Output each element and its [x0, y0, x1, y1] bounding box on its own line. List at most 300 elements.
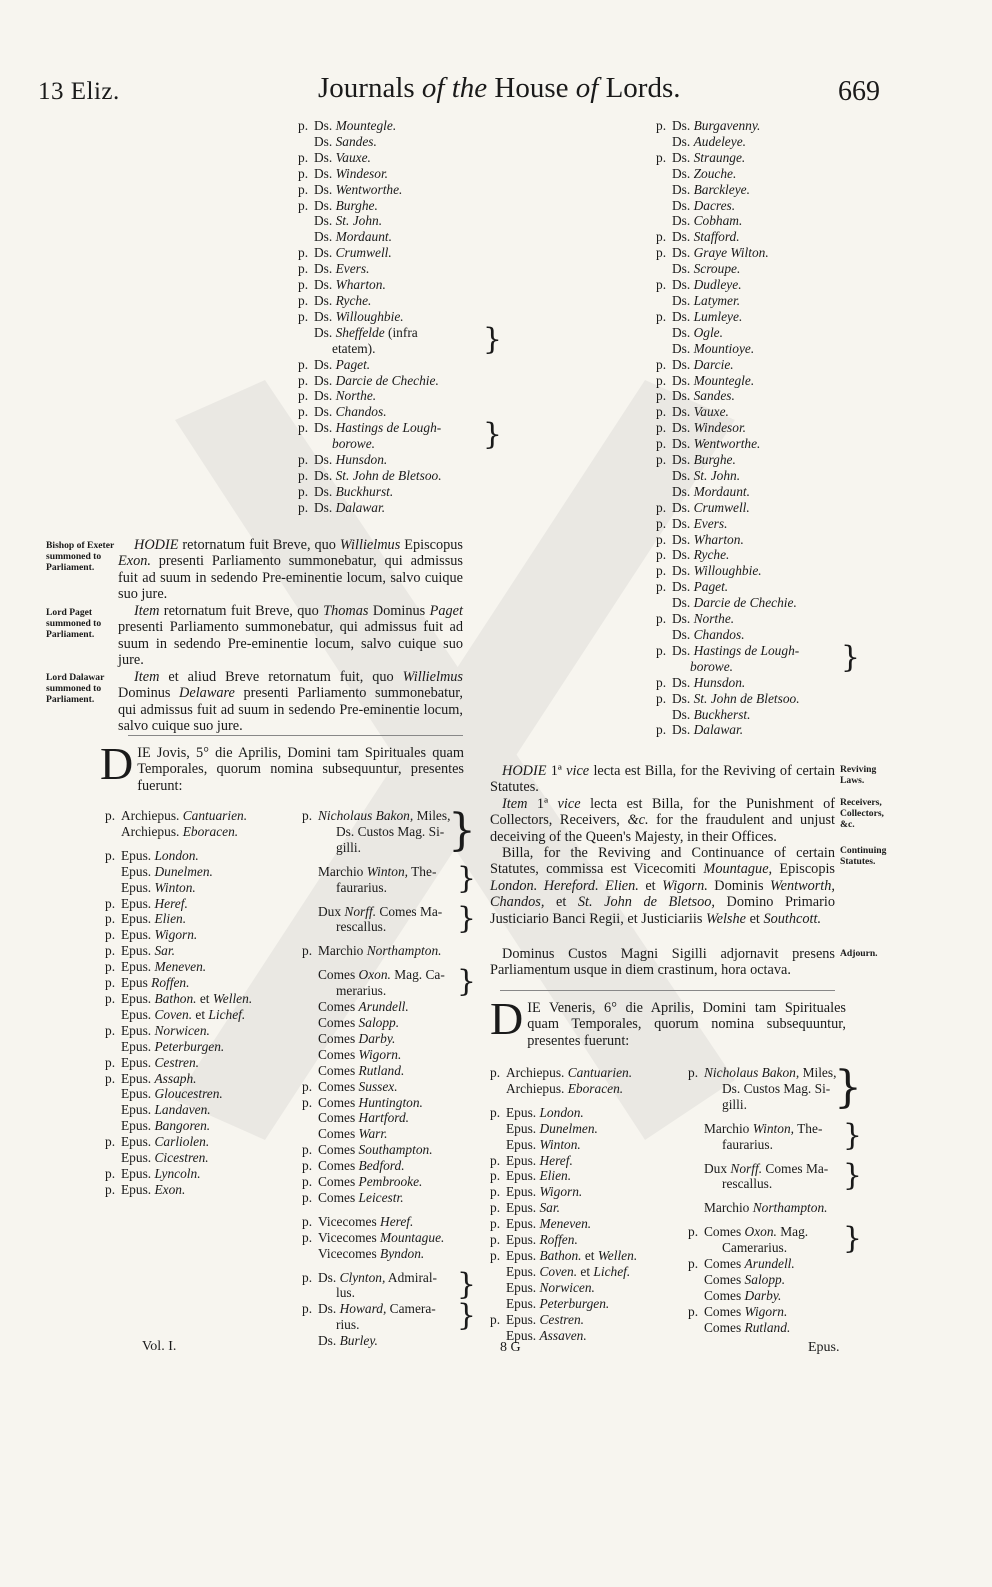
- entry-continuation: gilli.: [722, 1096, 747, 1112]
- list-entry: [302, 1126, 462, 1142]
- entry-continuation: rius.: [336, 1317, 360, 1333]
- die-veneris-heading: [490, 993, 846, 1049]
- entry-title: Epus.: [506, 1200, 540, 1216]
- present-mark: p.: [490, 1311, 501, 1327]
- present-mark: p.: [298, 181, 309, 197]
- entry-line: [298, 293, 488, 309]
- entry-name: Burghe.: [335, 197, 378, 213]
- entry-title: Ds.: [314, 372, 336, 388]
- text: retornatum fuit Breve, quo: [159, 603, 324, 619]
- list-entry: [302, 1047, 462, 1063]
- entry-name: Northampton.: [366, 943, 442, 959]
- entry-name: Norff.: [730, 1160, 763, 1176]
- lords-list-right-top: [656, 118, 860, 738]
- present-mark: p.: [656, 229, 667, 245]
- list-entry: [656, 595, 846, 611]
- entry-name: Rutland.: [358, 1062, 405, 1078]
- entry-continuation: rescallus.: [722, 1176, 773, 1192]
- entry-name: Sussex.: [358, 1078, 398, 1094]
- entry-name: Salopp.: [744, 1271, 786, 1287]
- list-entry: [302, 900, 476, 936]
- list-entry: [656, 707, 846, 723]
- entry-title: Epus.: [121, 959, 155, 975]
- entry-title: Ds.: [672, 579, 694, 595]
- entry-line: [302, 1126, 462, 1142]
- entry-title: Ds.: [672, 388, 694, 404]
- entry-name: Carliolen.: [154, 1134, 210, 1150]
- entry-line: [302, 808, 462, 824]
- entry-name: Sandes.: [335, 133, 377, 149]
- word-item: Item: [134, 603, 160, 619]
- list-entry: [105, 1086, 295, 1102]
- entry-title: Epus.: [506, 1232, 540, 1248]
- list-entry: [656, 261, 846, 277]
- entry-line: [656, 691, 846, 707]
- entry-name: Roffen.: [151, 975, 190, 991]
- entry-extra: The-: [408, 863, 437, 879]
- entry-line: [688, 1121, 848, 1137]
- name: Mountague,: [703, 861, 773, 878]
- text: &c.: [627, 812, 649, 829]
- entry-name: Hunsdon.: [335, 452, 388, 468]
- veneris-list-spiritual: [490, 1065, 680, 1343]
- entry-name: Huntington.: [358, 1094, 423, 1110]
- entry-line: [688, 1224, 848, 1240]
- entry-title: Epus.: [506, 1279, 540, 1295]
- present-mark: p.: [298, 261, 309, 277]
- list-entry: [656, 691, 846, 707]
- text: for the fraudulent and unjust deceiving of the Queen's Majesty, in their Offices.: [490, 812, 835, 845]
- list-entry: [105, 1150, 295, 1166]
- entry-title: Epus.: [506, 1120, 540, 1136]
- name: Willielmus: [402, 669, 463, 685]
- entry-line: [105, 1023, 295, 1039]
- list-entry: [105, 943, 295, 959]
- entry-title: Epus.: [121, 1054, 155, 1070]
- entry-name: Zouche.: [693, 165, 737, 181]
- entry-name: Buckherst.: [693, 706, 751, 722]
- entry-line: [656, 675, 846, 691]
- side-note-adjourn: Adjourn.: [840, 948, 878, 959]
- name: Thomas: [323, 603, 369, 619]
- entry-title: Ds.: [318, 1301, 340, 1317]
- text: Dominus: [118, 685, 180, 702]
- jovis-list-temporal: [302, 805, 476, 1349]
- entry-title: Epus.: [506, 1263, 540, 1279]
- entry-title: Epus.: [121, 1118, 155, 1134]
- entry-name: Eboracen.: [182, 823, 239, 839]
- entry-title: Ds.: [314, 388, 336, 404]
- header-title-lords: Lords.: [605, 72, 681, 104]
- entry-line: [105, 1102, 295, 1118]
- name: Willielmus: [339, 537, 401, 553]
- entry-name: Darby.: [744, 1287, 782, 1303]
- list-entry: [105, 1166, 295, 1182]
- entry-name: Lumleye.: [693, 308, 743, 324]
- entry-title: Epus.: [506, 1136, 540, 1152]
- entry-title: Comes: [704, 1319, 745, 1335]
- list-spacer: [688, 1216, 848, 1224]
- list-entry: [105, 1118, 295, 1134]
- entry-name: Vauxe.: [693, 404, 729, 420]
- paragraph-reviving-statutes: [490, 763, 835, 796]
- entry-name: Peterburgen.: [539, 1295, 610, 1311]
- entry-line: [105, 1182, 295, 1198]
- entry-extra: (infra: [384, 324, 418, 340]
- entry-title: Archiepus.: [121, 808, 183, 823]
- entry-line: [105, 927, 295, 943]
- list-entry: [298, 500, 488, 516]
- entry-line: [490, 1153, 680, 1169]
- list-entry: [298, 357, 488, 373]
- list-entry: [656, 388, 846, 404]
- list-entry: [302, 1079, 462, 1095]
- entry-name: Bathon.: [539, 1247, 582, 1263]
- present-mark: p.: [302, 808, 313, 823]
- entry-line: [105, 1150, 295, 1166]
- list-entry: [298, 166, 488, 182]
- entry-line: [656, 150, 846, 166]
- entry-title: Epus.: [121, 879, 155, 895]
- entry-name: Howard,: [339, 1301, 387, 1317]
- entry-line: [490, 1248, 680, 1264]
- entry-name: Sheffelde: [335, 324, 385, 340]
- list-entry: [298, 484, 488, 500]
- brace: }: [482, 321, 502, 357]
- list-entry: [105, 1182, 295, 1198]
- list-entry: [302, 1174, 462, 1190]
- list-entry: [656, 563, 846, 579]
- entry-title: Ds.: [672, 372, 694, 388]
- entry-title: Comes: [318, 1046, 359, 1062]
- entry-line: [656, 198, 846, 214]
- entry-title: Archiepus.: [121, 823, 183, 839]
- entry-name: Ogle.: [693, 324, 723, 340]
- entry-line: [656, 579, 846, 595]
- present-mark: p.: [656, 674, 667, 690]
- present-mark: p.: [105, 959, 116, 975]
- present-mark: p.: [656, 642, 667, 658]
- entry-name: Hastings de Lough-: [335, 420, 442, 436]
- entry-name: Bangoren.: [154, 1118, 211, 1134]
- die-jovis-text: IE Jovis, 5° die Aprilis, Domini tam Spirituales quam Temporales, quorum nomina subsequuntur, presentes fuerunt:: [137, 745, 464, 794]
- entry-title: Comes: [318, 1189, 359, 1205]
- word-item: Item: [134, 669, 160, 685]
- list-entry: [656, 468, 846, 484]
- name: Southcott.: [763, 910, 822, 927]
- entry-line: [302, 1031, 462, 1047]
- entry-name: Evers.: [693, 515, 728, 531]
- present-mark: p.: [656, 531, 667, 547]
- entry-extra: et: [581, 1247, 598, 1263]
- present-mark: p.: [656, 388, 667, 404]
- entry-title: Ds.: [314, 356, 336, 372]
- entry-title: Ds.: [314, 277, 336, 293]
- entry-name: St. John.: [335, 213, 383, 229]
- present-mark: p.: [656, 245, 667, 261]
- list-entry: [490, 1121, 680, 1137]
- name: Wentworth, Chandos,: [490, 877, 836, 911]
- entry-title: Ds.: [672, 483, 694, 499]
- entry-name: Cantuarien.: [182, 808, 248, 823]
- brace: }: [840, 639, 860, 675]
- list-entry: [302, 1110, 462, 1126]
- entry-line: [302, 1095, 462, 1111]
- list-entry: [656, 198, 846, 214]
- entry-name: Mountegle.: [693, 372, 755, 388]
- entry-line: [302, 943, 462, 959]
- list-spacer: [688, 1192, 848, 1200]
- list-entry: [490, 1280, 680, 1296]
- entry-name: Heref.: [539, 1152, 573, 1168]
- list-entry: [298, 468, 488, 484]
- present-mark: p.: [302, 943, 313, 959]
- page-number: 669: [838, 76, 880, 107]
- entry-title: Comes: [704, 1303, 745, 1319]
- text: Episcopis: [772, 861, 835, 878]
- present-mark: p.: [105, 1134, 116, 1150]
- entry-title: Ds.: [672, 149, 694, 165]
- list-entry: [302, 943, 462, 959]
- list-entry: [105, 1007, 295, 1023]
- text: retornatum fuit Breve, quo: [178, 537, 340, 553]
- list-entry: [105, 808, 295, 824]
- list-entry: [298, 213, 488, 229]
- entry-name: Heref.: [380, 1213, 414, 1229]
- header-title-the: the: [451, 72, 488, 104]
- present-mark: p.: [298, 277, 309, 293]
- entry-name: Peterburgen.: [154, 1038, 225, 1054]
- list-entry: [298, 182, 488, 198]
- entry-title: Ds.: [318, 1333, 340, 1349]
- entry-continuation: merarius.: [336, 983, 387, 999]
- drop-cap: D: [100, 738, 134, 789]
- entry-line: [105, 896, 295, 912]
- entry-name: Darcie de Chechie.: [693, 595, 797, 611]
- present-mark: p.: [105, 1070, 116, 1086]
- entry-line: [656, 118, 846, 134]
- entry-title: Ds.: [672, 181, 694, 197]
- list-entry: [298, 198, 488, 214]
- list-spacer: [490, 1097, 680, 1105]
- entry-line: [656, 341, 846, 357]
- list-entry: [298, 373, 488, 389]
- list-entry: [302, 964, 476, 1000]
- list-entry: [688, 1288, 848, 1304]
- entry-line: [105, 975, 295, 991]
- list-entry: [298, 134, 488, 150]
- list-entry: [656, 293, 846, 309]
- entry-title: Comes: [704, 1271, 745, 1287]
- list-entry: [490, 1248, 680, 1264]
- entry-title: Epus.: [121, 943, 155, 959]
- name: Welshe: [706, 910, 746, 927]
- entry-line: [656, 452, 846, 468]
- brace: }: [842, 1221, 862, 1257]
- brace: }: [842, 1157, 862, 1193]
- present-mark: p.: [302, 1078, 313, 1094]
- entry-title: Ds.: [314, 213, 336, 229]
- entry-line: [656, 134, 846, 150]
- list-entry: [298, 277, 488, 293]
- entry-line: [656, 722, 846, 738]
- entry-title: Ds.: [314, 229, 336, 245]
- list-entry: [105, 1134, 295, 1150]
- entry-name: Wigorn.: [154, 927, 198, 943]
- entry-name: Hartford.: [358, 1110, 410, 1126]
- present-mark: p.: [656, 547, 667, 563]
- entry-extra: The-: [794, 1120, 823, 1136]
- entry-title: Comes: [318, 1078, 359, 1094]
- entry-line: [656, 484, 846, 500]
- entry-line: [302, 967, 462, 983]
- entry-line: [298, 325, 488, 341]
- entry-name: Norwicen.: [539, 1279, 595, 1295]
- list-entry: [490, 1216, 680, 1232]
- entry-title: Epus.: [121, 847, 155, 863]
- entry-name: Cestren.: [539, 1311, 584, 1327]
- list-entry: [656, 500, 846, 516]
- entry-line: [302, 1079, 462, 1095]
- list-entry: [656, 579, 846, 595]
- entry-name: Winton,: [752, 1120, 795, 1136]
- present-mark: p.: [302, 1229, 313, 1245]
- list-entry: [302, 1214, 462, 1230]
- list-entry: [688, 1256, 848, 1272]
- entry-line: [298, 134, 488, 150]
- list-spacer: [302, 1206, 462, 1214]
- entry-line: [298, 373, 488, 389]
- entry-line: [302, 1333, 462, 1349]
- entry-name: Dunelmen.: [154, 863, 213, 879]
- present-mark: p.: [302, 1213, 313, 1229]
- present-mark: p.: [688, 1256, 699, 1272]
- entry-name: Cicestren.: [154, 1150, 209, 1166]
- entry-line: [656, 500, 846, 516]
- brace: }: [456, 1298, 476, 1334]
- entry-name: Mountague.: [380, 1229, 445, 1245]
- entry-line: [656, 182, 846, 198]
- present-mark: p.: [105, 943, 116, 959]
- entry-name: Graye Wilton.: [693, 245, 769, 261]
- list-entry: [688, 1157, 862, 1193]
- entry-title: Epus.: [506, 1327, 540, 1343]
- footer-catchword: Epus.: [808, 1340, 840, 1355]
- entry-name: Bedford.: [358, 1158, 405, 1174]
- present-mark: p.: [105, 847, 116, 863]
- paragraph-collectors: [490, 796, 835, 845]
- entry-line: [688, 1200, 848, 1216]
- entry-title: Ds.: [314, 324, 336, 340]
- list-entry: [298, 404, 488, 420]
- entry-extra: Miles,: [413, 808, 451, 823]
- entry-name: Vauxe.: [335, 149, 371, 165]
- entry-name: Winton,: [366, 863, 409, 879]
- list-entry: [302, 860, 476, 896]
- entry-name: Sar.: [539, 1200, 560, 1216]
- text: et: [746, 910, 764, 927]
- present-mark: p.: [656, 690, 667, 706]
- text: presenti Parliamento summonebatur, qui admissus fuit ad suum in sedendo Pre-eminentie locum, salvo cuique suo jure.: [118, 685, 463, 735]
- entry-title: Epus.: [121, 927, 155, 943]
- entry-name-2: Wellen.: [212, 990, 253, 1006]
- entry-line: [302, 1110, 462, 1126]
- entry-name: Wigorn.: [539, 1184, 583, 1200]
- entry-line: [302, 1190, 462, 1206]
- name: Exon.: [118, 553, 151, 570]
- entry-name: St. John de Bletsoo.: [335, 467, 442, 483]
- entry-title: Epus.: [121, 1022, 155, 1038]
- entry-name: Lyncoln.: [154, 1165, 201, 1181]
- entry-name: Eboracen.: [567, 1080, 624, 1096]
- present-mark: p.: [490, 1184, 501, 1200]
- list-entry: [656, 277, 846, 293]
- present-mark: p.: [105, 927, 116, 943]
- entry-title: Ds.: [314, 467, 336, 483]
- entry-title: Ds.: [672, 308, 694, 324]
- entry-line: [656, 468, 846, 484]
- entry-extra: Miles,: [799, 1065, 837, 1080]
- entry-title: Comes: [318, 1142, 359, 1158]
- entry-title: Vicecomes: [318, 1229, 381, 1245]
- name: Paget: [429, 603, 463, 619]
- entry-name: Chandos.: [693, 627, 745, 642]
- entry-title: Ds.: [672, 277, 694, 293]
- entry-name: Elien.: [539, 1168, 572, 1184]
- section-divider-2: [500, 990, 835, 991]
- entry-title: Ds.: [672, 547, 694, 563]
- entry-title: Comes: [318, 1094, 359, 1110]
- entry-name: Exon.: [154, 1181, 186, 1197]
- entry-continuation: Camerarius.: [722, 1240, 788, 1256]
- list-entry: [656, 675, 846, 691]
- entry-title: Ds.: [672, 436, 694, 452]
- list-spacer: [688, 1113, 848, 1121]
- list-entry: [490, 1200, 680, 1216]
- list-entry: [656, 325, 846, 341]
- present-mark: p.: [105, 895, 116, 911]
- list-entry: [298, 417, 502, 453]
- entry-name: Leicestr.: [358, 1189, 404, 1205]
- entry-title: Ds.: [672, 563, 694, 579]
- entry-name: Chandos.: [335, 404, 387, 420]
- entry-name: Darcie.: [693, 356, 734, 372]
- entry-line: [105, 1071, 295, 1087]
- list-entry: [105, 911, 295, 927]
- entry-title: Epus.: [506, 1168, 540, 1184]
- entry-line: [302, 864, 462, 880]
- entry-title: Ds.: [672, 118, 694, 133]
- list-entry: [656, 245, 846, 261]
- entry-title: Dux: [704, 1160, 731, 1176]
- text: et: [638, 877, 663, 894]
- entry-name: Dacres.: [693, 197, 736, 213]
- entry-name: Wharton.: [335, 277, 386, 293]
- present-mark: p.: [656, 563, 667, 579]
- entry-name: Southampton.: [358, 1142, 433, 1158]
- entry-title: Ds.: [314, 404, 336, 420]
- die-jovis-heading: [100, 738, 464, 794]
- entry-line: [656, 388, 846, 404]
- entry-title: Comes: [318, 1014, 359, 1030]
- word-item: Item: [502, 796, 528, 812]
- entry-name: Pembrooke.: [358, 1174, 423, 1190]
- present-mark: p.: [490, 1232, 501, 1248]
- entry-line: [302, 1214, 462, 1230]
- entry-title: Ds.: [672, 642, 694, 658]
- present-mark: p.: [656, 420, 667, 436]
- name: Wigorn.: [662, 877, 708, 894]
